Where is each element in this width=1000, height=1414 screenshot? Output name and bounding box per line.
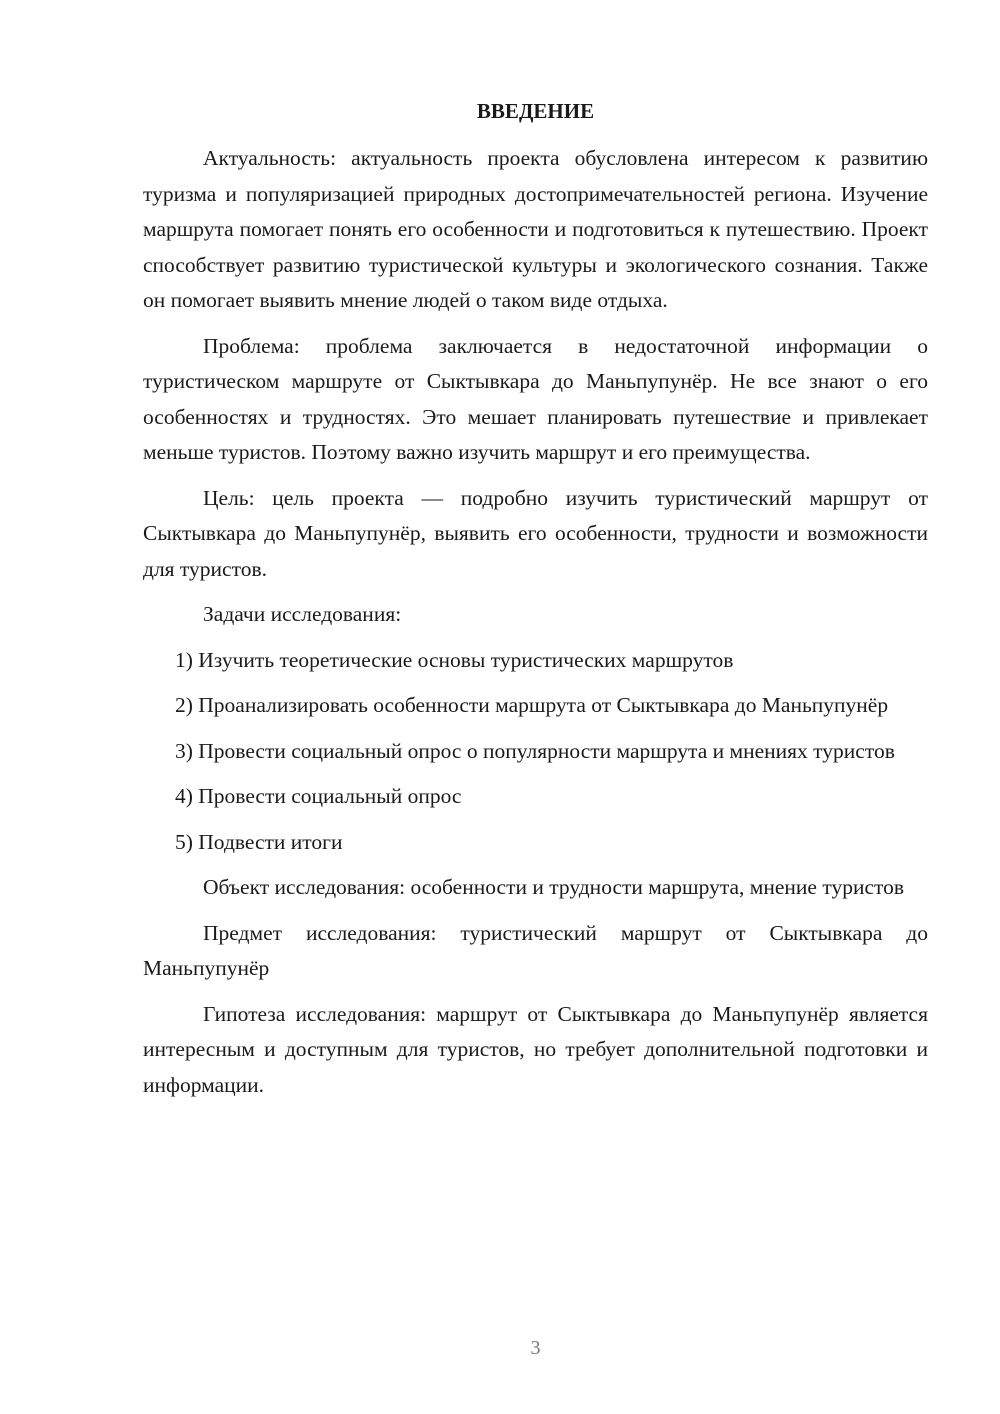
goal-paragraph: Цель: цель проекта — подробно изучить туристический маршрут от Сыктывкара до Маньпупунёр, выявить его особенности, трудности и возможности для туристов. xyxy=(143,485,928,581)
problem-paragraph: Проблема: проблема заключается в недостаточной информации о туристическом маршруте от Сыктывкара до Маньпупунёр. Не все знают о его особенностях и трудностях. Это мешает планировать путешествие и привлекает меньше туристов. Поэтому важно изучить маршрут и его преимущества. xyxy=(143,333,928,464)
task-item-5: 5) Подвести итоги xyxy=(175,829,343,854)
page-number: 3 xyxy=(530,1337,541,1359)
task-item-4: 4) Провести социальный опрос xyxy=(175,784,462,808)
hypothesis-paragraph: Гипотеза исследования: маршрут от Сыктывкара до Маньпупунёр является интересным и доступным для туристов, но требует дополнительной подготовки и информации. xyxy=(143,1001,928,1097)
document-page xyxy=(143,0,928,1414)
subject-paragraph: Предмет исследования: туристический маршрут от Сыктывкара до Маньпупунёр xyxy=(143,920,928,980)
task-item-3: 3) Провести социальный опрос о популярности маршрута и мнениях туристов xyxy=(175,738,895,763)
relevance-paragraph: Актуальность: актуальность проекта обусловлена интересом к развитию туризма и популяризацией природных достопримечательностей региона. Изучение маршрута помогает понять его особенности и подготовиться к путешествию. Проект способствует развитию туристической культуры и экологического сознания. Также он помогает выявить мнение людей о таком виде отдыха. xyxy=(143,146,928,312)
document-body xyxy=(143,141,928,1113)
tasks-heading: Задачи исследования: xyxy=(203,602,402,626)
object-paragraph: Объект исследования: особенности и трудности маршрута, мнение туристов xyxy=(203,875,905,899)
task-item-1: 1) Изучить теоретические основы туристических маршрутов xyxy=(175,647,734,672)
task-item-2: 2) Проанализировать особенности маршрута от Сыктывкара до Маньпупунёр xyxy=(175,693,889,717)
page-title: ВВЕДЕНИЕ xyxy=(476,99,595,123)
